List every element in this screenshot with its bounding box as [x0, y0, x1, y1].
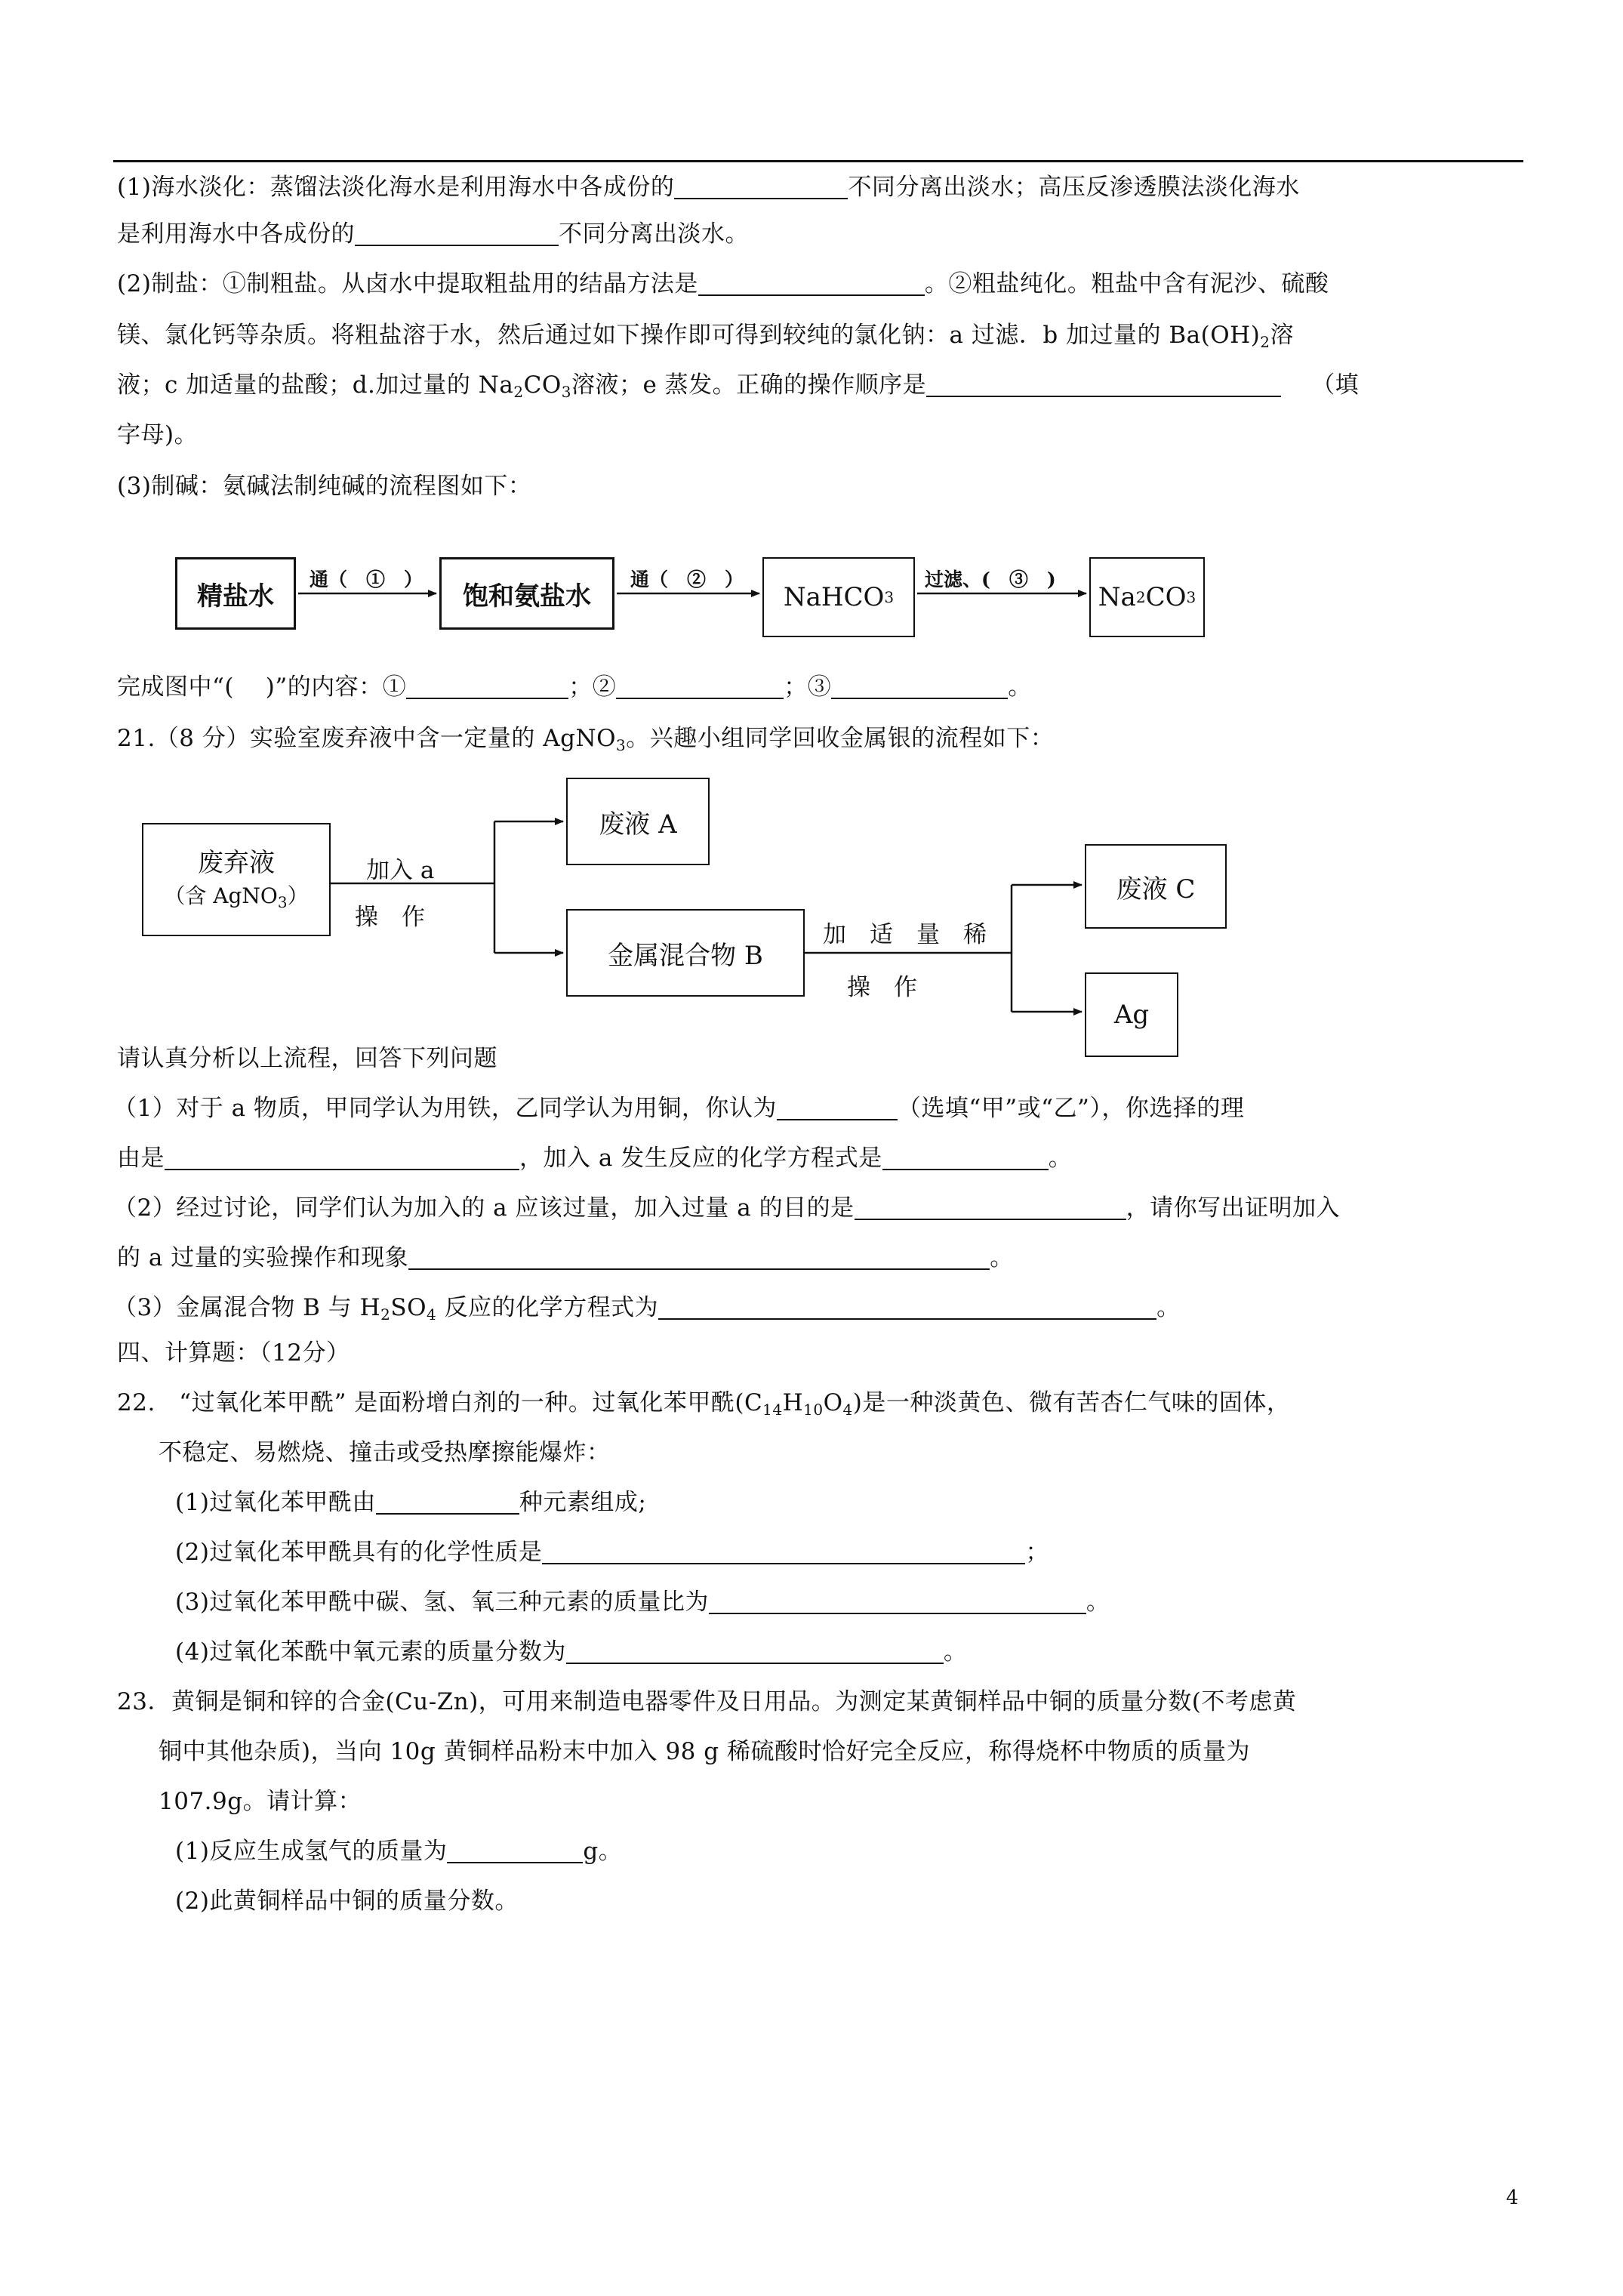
- q20-part2-line1: (2)制盐：①制粗盐。从卤水中提取粗盐用的结晶方法是 。②粗盐纯化。粗盐中含有泥沙、硫酸: [117, 270, 1329, 297]
- q22-sub3: (3)过氧化苯甲酰中碳、氢、氧三种元素的质量比为 。: [175, 1589, 1110, 1616]
- answer-blank[interactable]: [447, 1839, 583, 1863]
- answer-blank[interactable]: [165, 1146, 519, 1170]
- q20-complete-line: 完成图中“( )”的内容：① ；② ；③ 。: [117, 673, 1032, 701]
- answer-blank[interactable]: [566, 1640, 944, 1664]
- flow1-arrow2-label: 通（ ② ）: [630, 569, 744, 590]
- q21-sub1-line1: （1）对于 a 物质，甲同学认为用铁，乙同学认为用铜，你认为 （选填“甲”或“乙”），你选择的理: [113, 1095, 1245, 1122]
- answer-blank[interactable]: [709, 1590, 1086, 1614]
- flow1-box-na2co3: Na 2 CO 3: [1089, 557, 1205, 637]
- q20-part3-line1: (3)制碱：氨碱法制纯碱的流程图如下：: [117, 473, 532, 500]
- flow2-op1-label: 操 作: [355, 904, 425, 931]
- q22-line1: 22. “过氧化苯甲酰” 是面粉增白剂的一种。过氧化苯甲酰$(C_{14}H_{10}O_4)$是一种淡黄色、微有苦杏仁气味的固体，: [117, 1389, 1291, 1419]
- q20-part1-line1: (1)海水淡化：蒸馏法淡化海水是利用海水中各成份的 不同分离出淡水；高压反渗透膜法淡化海水: [117, 174, 1300, 201]
- q23-sub1: (1)反应生成氢气的质量为 g。: [175, 1838, 623, 1865]
- flow2-box-ag: Ag: [1085, 972, 1178, 1057]
- answer-blank[interactable]: [542, 1540, 1025, 1564]
- flow2-add-acid-label: 加 适 量 稀: [823, 921, 987, 948]
- q22-line2: 不稳定、易燃烧、撞击或受热摩擦能爆炸：: [159, 1439, 611, 1466]
- flow2-box-metal-mix-b: 金属混合物 B: [566, 909, 805, 997]
- answer-blank[interactable]: [658, 1296, 1156, 1320]
- flow1-arrow3-label: 过滤、( ③ ): [925, 569, 1056, 590]
- answer-blank[interactable]: [777, 1096, 898, 1120]
- q20-part1-line2: 是利用海水中各成份的 不同分离出淡水。: [117, 220, 749, 248]
- q23-line3: 107.9g。请计算：: [159, 1788, 362, 1815]
- section-4-heading: 四、计算题：（12分）: [117, 1339, 350, 1367]
- q21-sub1-line2: 由是 ，加入 a 发生反应的化学方程式是 。: [117, 1145, 1073, 1172]
- q21-sub2-line2: 的 a 过量的实验操作和现象 。: [117, 1244, 1014, 1271]
- flow1-arrow1-label: 通（ ① ）: [310, 569, 423, 590]
- answer-blank[interactable]: [408, 1246, 990, 1270]
- q20-part2-line4: 字母)。: [117, 421, 199, 448]
- q21-intro: 请认真分析以上流程，回答下列问题: [117, 1045, 497, 1072]
- answer-blank[interactable]: [376, 1490, 519, 1515]
- flow1-box-brine: 精盐水: [175, 557, 296, 630]
- q23-sub2: (2)此黄铜样品中铜的质量分数。: [175, 1888, 519, 1915]
- q22-sub2: (2)过氧化苯甲酰具有的化学性质是 ；: [175, 1539, 1049, 1566]
- q21-title: 21.（8 分）实验室废弃液中含一定量的 AgNO$_3$。兴趣小组同学回收金属银的流程如下：: [117, 725, 1055, 754]
- flow2-box-waste: 废弃液 （含 AgNO$_3$）: [142, 823, 331, 936]
- flow2-box-liquid-c: 废液 C: [1085, 844, 1227, 929]
- page-number: 4: [1506, 2187, 1519, 2209]
- flow1-box-ammonia-brine: 饱和氨盐水: [439, 557, 614, 630]
- flow2-op2-label: 操 作: [847, 974, 917, 1001]
- q20-part2-line3: 液；c 加适量的盐酸；d.加过量的 $Na_2CO_3$溶液；e 蒸发。正确的操作顺序是 （填: [117, 371, 1360, 401]
- q21-sub2-line1: （2）经过讨论，同学们认为加入的 a 应该过量，加入过量 a 的目的是 ，请你写出证明加入: [113, 1194, 1341, 1222]
- q22-sub1: (1)过氧化苯甲酰由 种元素组成;: [175, 1489, 647, 1516]
- answer-blank[interactable]: [882, 1146, 1049, 1170]
- q21-sub3: （3）金属混合物 B 与 $H_2SO_4$ 反应的化学方程式为 。: [113, 1294, 1181, 1324]
- flow1-box-nahco3: NaHCO 3: [762, 557, 915, 637]
- q23-line2: 铜中其他杂质)，当向 10g 黄铜样品粉末中加入 98 g 稀硫酸时恰好完全反应，称得烧杯中物质的质量为: [159, 1738, 1250, 1765]
- flow2-add-a-label: 加入 a: [366, 857, 435, 884]
- q20-part2-line2: 镁、氯化钙等杂质。将粗盐溶于水，然后通过如下操作即可得到较纯的氯化钠：a 过滤．b 加过量的 $Ba(OH)_2$溶: [117, 322, 1295, 351]
- q22-sub4: (4)过氧化苯酰中氧元素的质量分数为 。: [175, 1638, 968, 1666]
- q23-line1: 23．黄铜是铜和锌的合金(Cu-Zn)，可用来制造电器零件及日用品。为测定某黄铜样品中铜的质量分数(不考虑黄: [117, 1688, 1297, 1715]
- flow2-box-liquid-a: 废液 A: [566, 778, 710, 865]
- answer-blank[interactable]: [855, 1196, 1126, 1220]
